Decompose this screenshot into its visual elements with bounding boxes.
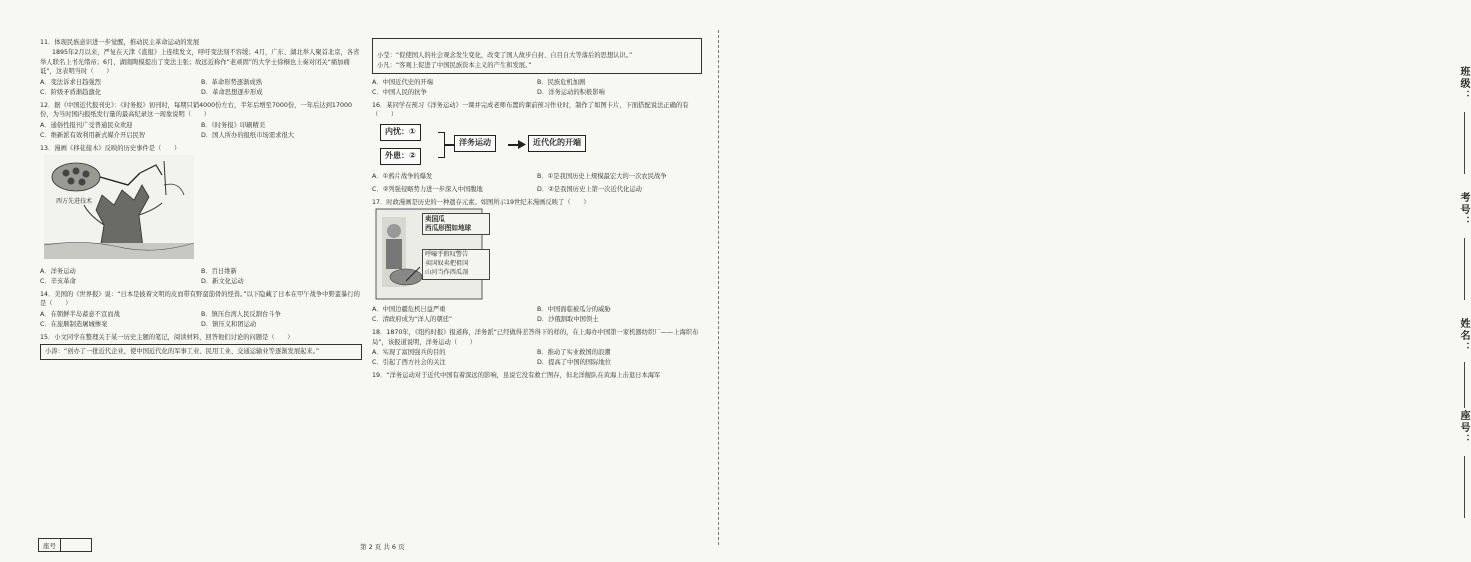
question-11 (40, 38, 362, 98)
yangwu-movement-box: 洋务运动 (454, 135, 496, 151)
q15-quote-continued-text: 小莹：“促使国人的社会观念发生变化，改变了国人故步自封、自目自大等落后的思想认识。” 小凡：“客观上促进了中国民族资本主义的产生和发展。” (377, 52, 633, 70)
cartoon-label: 西方先进技术 (56, 198, 93, 206)
q11-option-b[interactable]: B．革命形势逐渐成熟 (201, 79, 262, 86)
q15-stem: 15．小文同学在整理关于某一历史主题的笔记，阅读材料，回答他们讨论的问题是（ ） (40, 333, 294, 341)
seat-number-label: 座号 (39, 539, 61, 551)
question-13 (40, 144, 362, 287)
q14-stem: 14．美国的《世界报》说：“日本是披着文明的皮而带有野蛮筋骨的怪兽。”以下隐藏了日本在甲午战争中野蛮暴行的是（ ） (40, 290, 360, 308)
q18-option-c[interactable]: C．引起了西方社会的关注 (372, 359, 446, 367)
question-12 (40, 101, 362, 141)
q12-option-a[interactable]: A．通俗性报刊广受普通民众欢迎 (40, 122, 133, 129)
q12-stem: 12．据《中国近代报刊史》：《时务报》初刊时，每期只销4000份左右，半年后增至7000份，一年后达到17000份，为当时国内报纸发行量的最高纪录这一现象说明（ ） (40, 101, 352, 119)
seat-label: 座号： (1458, 410, 1469, 446)
tree-graft-cartoon-icon (44, 155, 194, 259)
q14-option-c[interactable]: C．在旅顺制造屠城惨案 (40, 320, 108, 328)
q12-options (40, 121, 362, 141)
q12-option-c[interactable]: C．维新派有效利用新式媒介开启民智 (40, 131, 146, 139)
q13-option-a[interactable]: A．洋务运动 (40, 268, 76, 275)
q16-options-cd (372, 185, 702, 195)
page-number: 第 2 页 共 6 页 (360, 543, 405, 551)
q15-option-d[interactable]: D．洋务运动的积极影响 (537, 88, 605, 96)
poster-title: 卖国瓜 西瓜形图如地球 (422, 213, 490, 234)
class-label: 班级： (1458, 66, 1469, 102)
q18-options (372, 348, 702, 368)
q13-options (40, 267, 362, 287)
class-fill-line[interactable] (1464, 112, 1465, 174)
name-fill-line[interactable] (1464, 362, 1465, 408)
q11-option-c[interactable]: C．阶级矛盾渐趋激化 (40, 88, 102, 96)
q15-option-b[interactable]: B．民族危机加剧 (537, 79, 586, 87)
q16-option-c[interactable]: C．②列强侵略势力进一步深入中国腹地 (372, 185, 483, 193)
q11-body: 1895年2月以来，严复在天津《直报》上连续发文，呼吁变法刻不容缓；4月，广东、湖北举人聚首北京，各省举人联名上书光绪帝；6月，湖南陶模提出了变法主张；故远近称作“老顽固”的大学士徐桐也上奏对闭关“痛加痛诋”，这表明当时（ ） (40, 48, 360, 76)
question-17 (372, 198, 702, 325)
q16-flow-diagram (380, 122, 702, 168)
q16-stem: 16．某同学在预习《洋务运动》一课并完成老师布置的课前预习作业时，制作了如图卡片，下面搭配说法正确的有（ ） (372, 101, 689, 119)
q18-option-b[interactable]: B．推动了实业救国的浪潮 (537, 349, 611, 357)
q17-stem: 17．时政漫画是历史的一种遗存元素。如图所示19世纪末漫画反映了（ ） (372, 198, 590, 206)
q12-option-b[interactable]: B．《时务报》印刷精美 (201, 122, 266, 129)
q15-quote-text: 小涛：“创办了一批近代企业，使中国近代化的军事工业、民用工业、交通运输业等逐渐发展起来。” (45, 348, 320, 356)
arrow-right-icon (518, 140, 526, 149)
q18-stem: 18．1870年，《纽约时报》报道称，洋务派“已经做得差答得下的样的，在上海办中国第一家机器纺织厂——上海织布局”，该报道说明，洋务运动（ ） (372, 328, 699, 346)
outer-trouble-box: 外患：② (380, 148, 421, 164)
flow-connector (444, 144, 454, 145)
question-18 (372, 328, 702, 368)
left-column (40, 38, 362, 364)
seat-number-box[interactable] (38, 538, 92, 552)
q11-stem: 11．体现民族意识进一步觉醒，推动民主革命运动的发展 (40, 39, 200, 46)
question-19 (372, 371, 702, 381)
q13-stem: 13．漫画《移花接木》反映的历史事件是（ ） (40, 144, 181, 152)
q13-option-c[interactable]: C．辛亥革命 (40, 277, 76, 285)
exam-number-fill-line[interactable] (1464, 238, 1465, 300)
binding-dashed-line (718, 30, 719, 545)
exam-number-label: 考号： (1458, 192, 1469, 228)
q16-options-ab (372, 172, 702, 182)
question-15 (40, 333, 362, 361)
q18-option-d[interactable]: D．提高了中国的国际地位 (537, 359, 612, 367)
seat-fill-line[interactable] (1464, 456, 1465, 518)
name-label: 姓名： (1458, 318, 1469, 354)
q17-option-d[interactable]: D．沙俄割取中国领土 (537, 316, 599, 324)
q14-option-d[interactable]: D．镇压义和团运动 (201, 320, 257, 328)
q15-quote-box (40, 344, 362, 360)
q17-option-b[interactable]: B．中国面临被瓜分的威胁 (537, 306, 611, 314)
q15-option-c[interactable]: C．中国人民的抗争 (372, 88, 427, 96)
q15-options (372, 78, 702, 98)
q16-option-a[interactable]: A．①鸦片战争的爆发 (372, 173, 433, 181)
q16-option-d[interactable]: D．②是我国历史上第一次近代化运动 (537, 185, 642, 193)
q17-options (372, 305, 702, 325)
question-14 (40, 290, 362, 330)
q17-poster (376, 209, 702, 301)
q14-option-a[interactable]: A．在朝鲜半岛蓄意不宣而战 (40, 311, 120, 318)
cartoon-graft (44, 155, 362, 263)
q13-option-b[interactable]: B．百日维新 (201, 268, 237, 275)
q18-option-a[interactable]: A．实现了富国强兵的目的 (372, 349, 446, 357)
modernization-start-box: 近代化的开端 (528, 135, 586, 151)
q15-option-a[interactable]: A．中国近代史的开端 (372, 79, 433, 87)
right-column (372, 38, 702, 384)
q16-option-b[interactable]: B．①是我国历史上规模最宏大的一次农民战争 (537, 173, 667, 181)
inner-trouble-box: 内忧：① (380, 124, 421, 140)
q14-options (40, 310, 362, 330)
q12-option-d[interactable]: D．国人所办的报纸市场需求很大 (201, 131, 295, 139)
q17-option-a[interactable]: A．中国边疆危机日益严重 (372, 306, 446, 314)
binding-margin (720, 0, 1469, 562)
poster-text: 呼嚎乎假叹警告 卖国奴卖把祖国 山河当作西瓜剖 (422, 249, 490, 280)
q11-options (40, 78, 362, 98)
q17-option-c[interactable]: C．清政府成为“洋人的朝廷” (372, 316, 453, 324)
question-16 (372, 101, 702, 195)
q11-option-a[interactable]: A．变法诉求日趋强烈 (40, 79, 101, 86)
q14-option-b[interactable]: B．镇压台湾人民反割台斗争 (201, 311, 281, 318)
q13-option-d[interactable]: D．新文化运动 (201, 277, 244, 285)
q19-stem: 19．“洋务运动对于近代中国有着深远的影响，虽说它没有救亡图存，但北洋舰队在黄海上击退日本海军 (372, 371, 661, 379)
q15-quote-box-continued (372, 38, 702, 74)
q11-option-d[interactable]: D．革命思想逐步形成 (201, 88, 263, 96)
